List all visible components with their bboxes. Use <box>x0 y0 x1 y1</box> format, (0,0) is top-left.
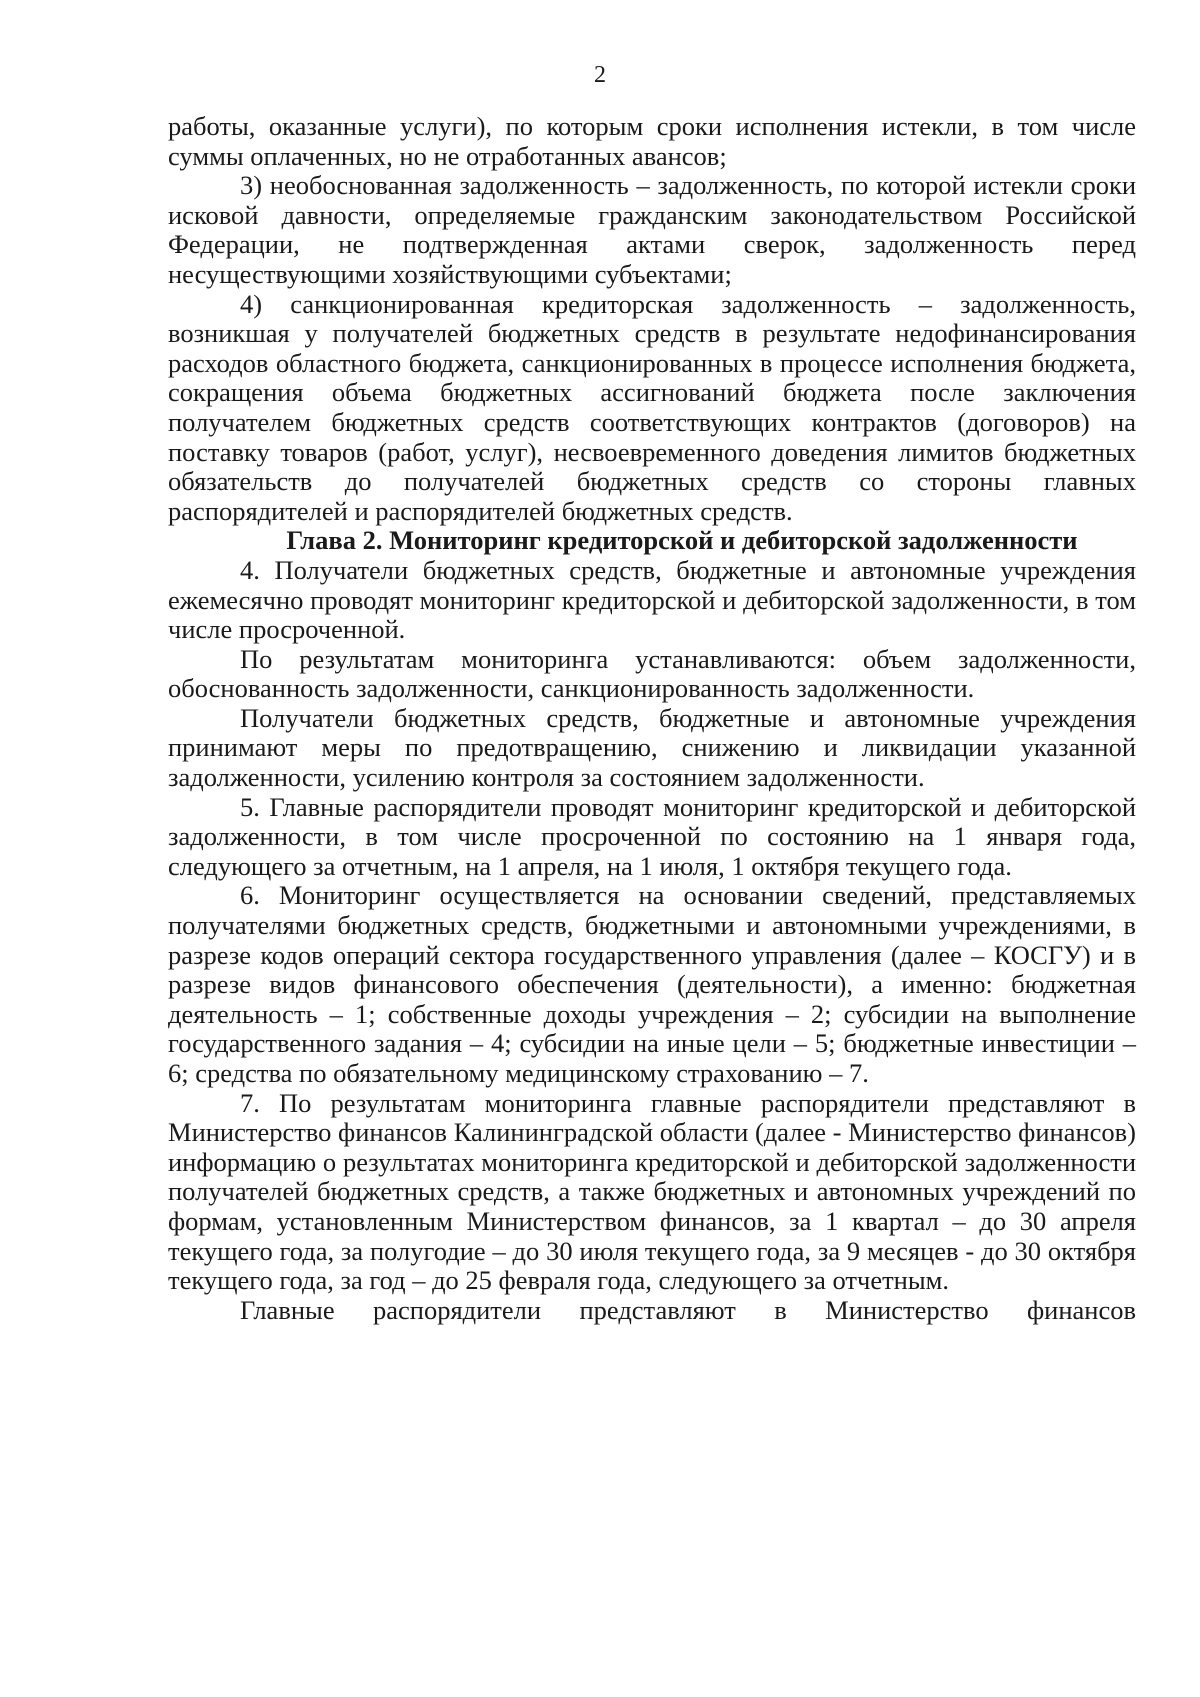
paragraph-continuation: работы, оказанные услуги), по которым сроки исполнения истекли, в том числе суммы оплаченных, но не отработанных авансов; <box>168 111 1136 171</box>
paragraph-monitoring-results: По результатам мониторинга устанавливаются: объем задолженности, обоснованность задолженности, санкционированность задолженности. <box>168 643 1136 704</box>
paragraph-item-4-monitoring: 4. Получатели бюджетных средств, бюджетные и автономные учреждения ежемесячно проводят мониторинг кредиторской и дебиторской задолженности, в том числе просроченной. <box>168 554 1136 645</box>
paragraph-item-6: 6. Мониторинг осуществляется на основании сведений, представляемых получателями бюджетных средств, бюджетными и автономными учреждениями, в разрезе кодов операций сектора государственного управления (далее – КОСГУ) и в разрезе видов финансового обеспечения (деятельности), а именно: бюджетная деятельность – 1; собственные доходы учреждения – 2; субсидии на выполнение государственного задания – 4; субсидии на иные цели – 5; бюджетные инвестиции – 6; средства по обязательному медицинскому страхованию – 7. <box>168 880 1136 1088</box>
paragraph-item-7: 7. По результатам мониторинга главные распорядители представляют в Министерство финансов Калининградской области (далее - Министерство финансов) информацию о результатах мониторинга кредиторской и дебиторской задолженности получателей бюджетных средств, а также бюджетных и автономных учреждений по формам, установленным Министерством финансов, за 1 квартал – до 30 апреля текущего года, за полугодие – до 30 июля текущего года, за 9 месяцев - до 30 октября текущего года, за год – до 25 февраля года, следующего за отчетным. <box>168 1087 1136 1296</box>
paragraph-final: Главные распорядители представляют в Министерство финансов <box>240 1294 1136 1325</box>
paragraph-item-5: 5. Главные распорядители проводят мониторинг кредиторской и дебиторской задолженности, в том числе просроченной по состоянию на 1 января года, следующего за отчетным, на 1 апреля, на 1 июля, 1 октября текущего года. <box>168 791 1136 881</box>
document-body <box>168 112 1136 1325</box>
chapter-heading: Глава 2. Мониторинг кредиторской и дебиторской задолженности <box>286 525 1078 556</box>
paragraph-measures: Получатели бюджетных средств, бюджетные и автономные учреждения принимают меры по предотвращению, снижению и ликвидации указанной задолженности, усилению контроля за состоянием задолженности. <box>168 702 1136 793</box>
paragraph-item-3: 3) необоснованная задолженность – задолженность, по которой истекли сроки исковой давности, определяемые гражданским законодательством Российской Федерации, не подтвержденная актами сверок, задолженность перед несуществующими хозяйствующими субъектами; <box>168 170 1136 289</box>
page-number: 2 <box>594 62 606 88</box>
paragraph-item-4: 4) санкционированная кредиторская задолженность – задолженность, возникшая у получателей бюджетных средств в результате недофинансирования расходов областного бюджета, санкционированных в процессе исполнения бюджета, сокращения объема бюджетных ассигнований бюджета после заключения получателем бюджетных средств соответствующих контрактов (договоров) на поставку товаров (работ, услуг), несвоевременного доведения лимитов бюджетных обязательств до получателей бюджетных средств со стороны главных распорядителей и распорядителей бюджетных средств. <box>168 288 1136 526</box>
